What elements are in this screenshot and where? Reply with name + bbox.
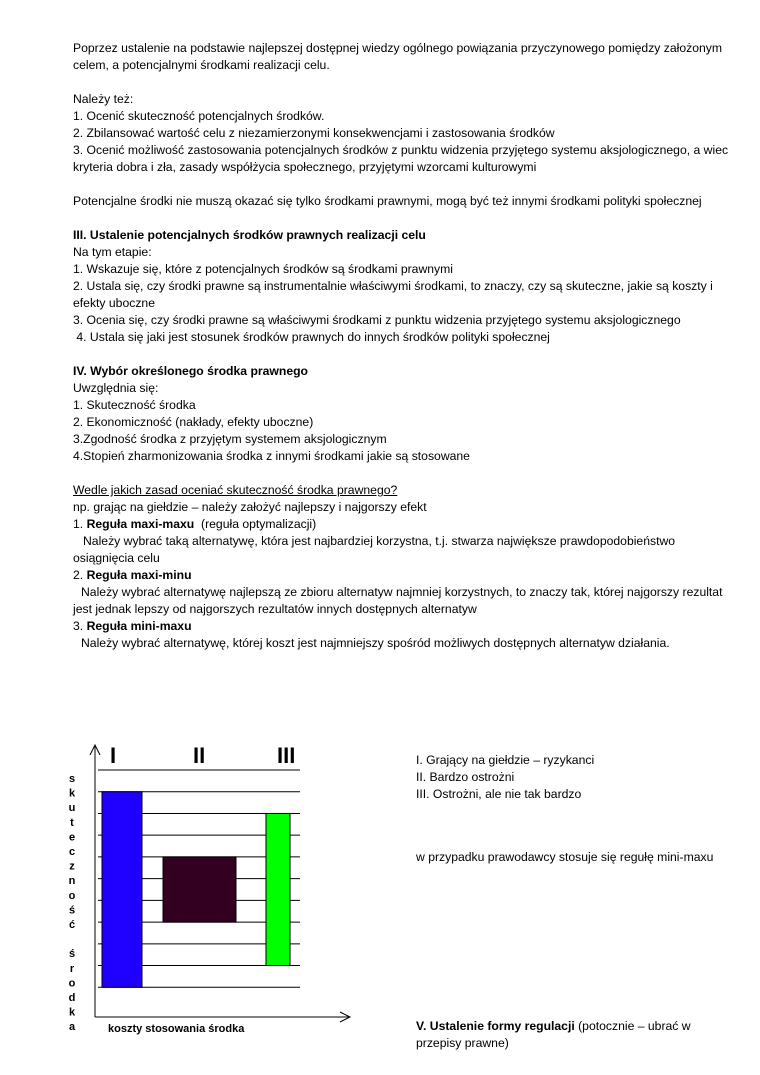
y-axis-label-letter: u: [68, 802, 76, 815]
rule-1-name: Reguła maxi-maxu: [86, 517, 195, 531]
rules-question: Wedle jakich zasad oceniać skuteczność środka prawnego?: [73, 483, 398, 497]
rule-1-note: (reguła optymalizacji): [194, 517, 317, 531]
list-item: 4. Ustala się jaki jest stosunek środków prawnych do innych środków polityki społecznej: [73, 330, 550, 344]
list-item: 1. Wskazuje się, które z potencjalnych środków są środkami prawnymi: [73, 262, 453, 276]
chart-legend: [416, 752, 594, 803]
y-axis-label-letter: a: [68, 1021, 76, 1034]
list-item: 2. Ekonomiczność (nakłady, efekty uboczne): [73, 415, 314, 429]
rule-3-heading: [73, 618, 738, 635]
list-item: 4.Stopień zharmonizowania środka z innymi środkami jakie są stosowane: [73, 449, 470, 463]
rule-2-name: Reguła maxi-minu: [86, 568, 192, 582]
rule-2-description: Należy wybrać alternatywę najlepszą ze zbioru alternatyw najmniej korzystnych, to znaczy tak, której najgorszy rezultat jest jednak lepszy od najgorszych rezultatów innych dostępnych alternatyw: [73, 585, 723, 616]
lawmaker-note: w przypadku prawodawcy stosuje się regułę mini-maxu: [416, 850, 714, 865]
legend-item: III. Ostrożni, ale nie tak bardzo: [416, 787, 582, 801]
y-axis-label-letter: e: [68, 831, 76, 844]
section-5-rest: (potocznie – ubrać w przepisy prawne): [416, 1019, 691, 1051]
rule-3-number: 3.: [73, 619, 87, 633]
bar-III: [266, 813, 290, 965]
y-axis-label-letter: ć: [68, 919, 76, 931]
legend-item: I. Grający na giełdzie – ryzykanci: [416, 753, 595, 767]
y-axis-label-letter: k: [68, 787, 76, 800]
also-heading: Należy też:: [73, 92, 134, 106]
rules-example: np. grając na giełdzie – należy założyć najlepszy i najgorszy efekt: [73, 500, 427, 514]
legend-item: II. Bardzo ostrożni: [416, 770, 515, 784]
rule-1-heading: [73, 516, 738, 533]
y-axis-label-letter: k: [68, 1006, 76, 1019]
section-3-subtitle: Na tym etapie:: [73, 245, 152, 259]
list-item: 2. Zbilansować wartość celu z niezamierzonymi konsekwencjami i zastosowania środków: [73, 126, 555, 140]
y-axis-label-letter: r: [69, 962, 75, 975]
section-5-title: V. Ustalenie formy regulacji: [416, 1019, 575, 1034]
rule-2-number: 2.: [73, 568, 87, 582]
list-item: 1. Ocenić skuteczność potencjalnych środków.: [73, 109, 325, 123]
rule-1-number: 1.: [73, 517, 87, 531]
section-4-title: IV. Wybór określonego środka prawnego: [73, 364, 309, 378]
section-5: [416, 1018, 736, 1052]
y-axis-label-letter: ś: [68, 948, 76, 961]
list-item: 3.Zgodność środka z przyjętym systemem aksjologicznym: [73, 432, 387, 446]
rule-3-name: Reguła mini-maxu: [86, 619, 192, 633]
bar-I: [102, 792, 142, 988]
category-label: II: [193, 743, 206, 768]
category-label: I: [110, 743, 117, 768]
x-axis-label: koszty stosowania środka: [108, 1023, 245, 1035]
document-body: [73, 40, 738, 652]
bar-II: [163, 857, 236, 922]
rule-3-description: Należy wybrać alternatywę, której koszt jest najmniejszy spośród możliwych dostępnych alternatyw działania.: [81, 636, 670, 650]
section-3-title: III. Ustalenie potencjalnych środków prawnych realizacji celu: [73, 228, 426, 242]
y-axis-label-letter: o: [68, 889, 76, 902]
category-label: III: [277, 743, 296, 768]
section-4-subtitle: Uwzględnia się:: [73, 381, 159, 395]
y-axis-label-letter: z: [69, 860, 75, 873]
list-item: 2. Ustala się, czy środki prawne są instrumentalnie właściwymi środkami, to znaczy, czy są skuteczne, jakie są koszty i efekty uboczne: [73, 279, 713, 310]
potential-paragraph: Potencjalne środki nie muszą okazać się tylko środkami prawnymi, mogą być też innymi środkami polityki społecznej: [73, 194, 702, 208]
y-axis-label-letter: c: [68, 846, 76, 858]
y-axis-label-letter: o: [68, 977, 76, 990]
effectiveness-cost-chart: [55, 735, 355, 1035]
list-item: 1. Skuteczność środka: [73, 398, 196, 412]
y-axis-label-letter: t: [70, 816, 74, 829]
y-axis-label-letter: s: [68, 773, 76, 785]
rule-2-heading: [73, 567, 738, 584]
list-item: 3. Ocenić możliwość zastosowania potencjalnych środków z punktu widzenia przyjętego systemu aksjologicznego, a wiec kryteria dobra i zła, zasady współżycia społecznego, przyjętymi wzorcami kulturowymi: [73, 143, 729, 174]
y-axis-label-letter: ś: [68, 904, 76, 917]
rule-1-description: Należy wybrać taką alternatywę, która jest najbardziej korzystna, t.j. stwarza największe prawdopodobieństwo osiągnięcia celu: [73, 534, 676, 565]
y-axis-label-letter: d: [68, 992, 76, 1004]
intro-paragraph: Poprzez ustalenie na podstawie najlepszej dostępnej wiedzy ogólnego powiązania przyczynowego pomiędzy założonym celem, a potencjalnymi środkami realizacji celu.: [73, 41, 723, 72]
y-axis-label-letter: n: [68, 875, 76, 888]
list-item: 3. Ocenia się, czy środki prawne są właściwymi środkami z punktu widzenia przyjętego systemu aksjologicznego: [73, 313, 681, 327]
